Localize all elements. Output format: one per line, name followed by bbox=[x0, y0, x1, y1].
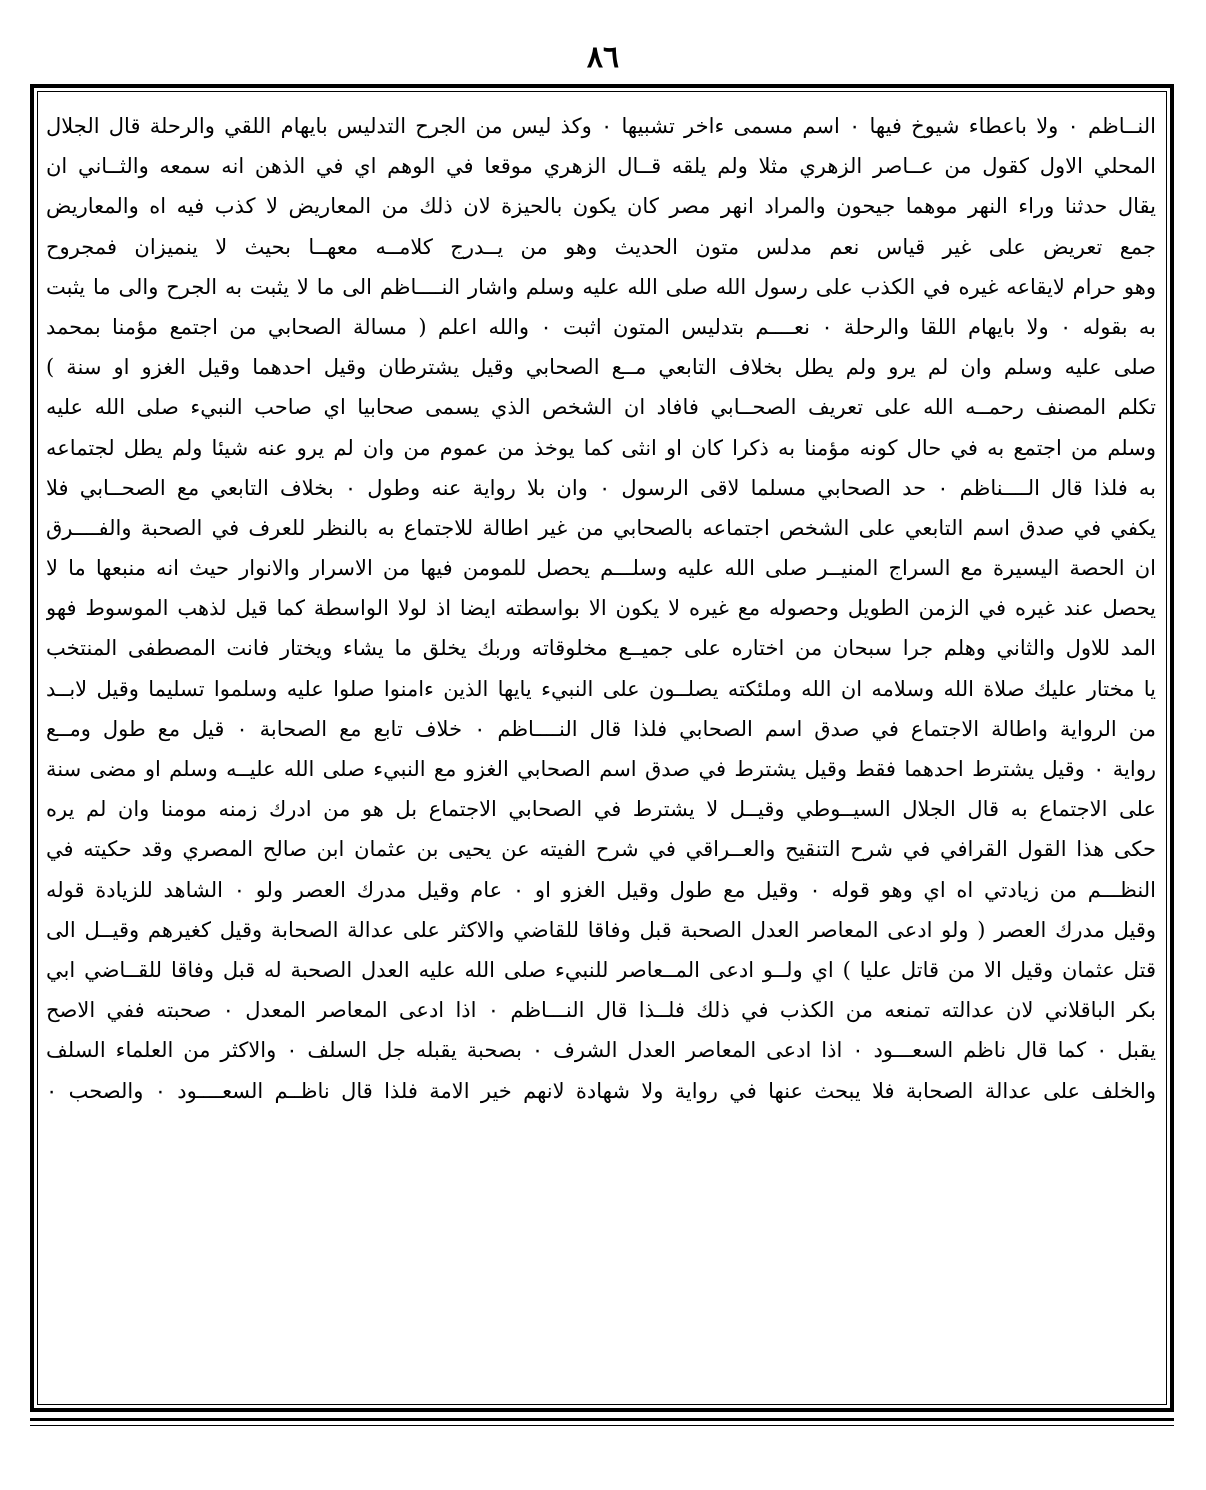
text-line: على الاجتماع به قال الجلال السيــوطي وقيــل لا يشترط في الصحابي الاجتماع بل هو من ادرك زمنه مومنا وان لم يره bbox=[46, 797, 1156, 822]
text-line: والخلف على عدالة الصحابة فلا يبحث عنها في رواية ولا شهادة لانهم خير الامة فلذا قال ناظــم السعــــود ٠ والصحب ٠ bbox=[46, 1078, 1156, 1103]
text-line: النــاظم ٠ ولا باعطاء شيوخ فيها ٠ اسم مسمى ءاخر تشبيها ٠ وكذ ليس من الجرح التدليس بايهام اللقي والرحلة قال الجلال bbox=[46, 114, 1156, 138]
text-line: به بقوله ٠ ولا بايهام اللقا والرحلة ٠ نعــــم بتدليس المتون اثبت ٠ والله اعلم ( مسالة الصحابي من اجتمع مؤمنا بمحمد bbox=[46, 314, 1156, 339]
text-line: يا مختار عليك صلاة الله وسلامه ان الله وملئكته يصلــون على النبيء يايها الذين ءامنوا صلوا عليه وسلموا تسليما وقيل لابــد bbox=[46, 676, 1156, 701]
text-line: رواية ٠ وقيل يشترط احدهما فقط وقيل يشترط في صدق اسم الصحابي الغزو مع النبيء صلى الله عليــه وسلم او مضى سنة bbox=[46, 757, 1156, 781]
page-number: ٨٦ bbox=[586, 40, 620, 75]
text-line: قتل عثمان وقيل الا من قاتل عليا ) اي ولــو ادعى المــعاصر للنبيء صلى الله عليه العدل الصحبة له قبل وفاقا للقــاضي ابي bbox=[46, 957, 1156, 982]
text-line: من الرواية واطالة الاجتماع في صدق اسم الصحابي فلذا قال النــــاظم ٠ خلاف تابع مع الصحابة ٠ قيل مع طول ومــع bbox=[46, 716, 1156, 741]
text-body bbox=[46, 106, 1156, 1111]
text-line: وهو حرام لايقاعه غيره في الكذب على رسول الله صلى الله عليه وسلم واشار النــــاظم الى ما لا يثبت به الجرح والى ما يثبت bbox=[46, 274, 1156, 299]
text-line: وقيل مدرك العصر ( ولو ادعى المعاصر العدل الصحبة قبل وفاقا للقاضي والاكثر على عدالة الصحابة وقيل كغيرهم وقيــل الى bbox=[46, 917, 1156, 942]
text-line: حكى هذا القول القرافي في شرح التنقيح والعــراقي في شرح الفيته عن يحيى بن عثمان ابن صالح المصري وقد حكيته في bbox=[46, 837, 1156, 862]
text-line: يقبل ٠ كما قال ناظم السعـــود ٠ اذا ادعى المعاصر العدل الشرف ٠ بصحبة يقبله جل السلف ٠ والاكثر من العلماء السلف bbox=[46, 1038, 1156, 1063]
text-line: به فلذا قال الــــناظم ٠ حد الصحابي مسلما لاقى الرسول ٠ وان بلا رواية عنه وطول ٠ بخلاف التابعي مع الصحــابي فلا bbox=[46, 475, 1156, 500]
text-line: يكفي في صدق اسم التابعي على الشخص اجتماعه بالصحابي من غير اطالة للاجتماع به بالنظر للعرف في الصحبة والفــــرق bbox=[46, 515, 1156, 540]
text-line: النظـــم من زيادتي اه اي وهو قوله ٠ وقيل مع طول وقيل الغزو او ٠ عام وقيل مدرك العصر ولو ٠ الشاهد للزيادة قوله bbox=[46, 877, 1156, 902]
text-line: يقال حدثنا وراء النهر موهما جيحون والمراد انهر مصر كان يكون بالحيزة لان ذلك من المعاريض لا كذب فيه اه والمعاريض bbox=[46, 194, 1156, 219]
bottom-rule bbox=[30, 1418, 1174, 1421]
text-line: بكر الباقلاني لان عدالته تمنعه من الكذب في ذلك فلــذا قال النـــاظم ٠ اذا ادعى المعاصر المعدل ٠ صحبته ففي الاصح bbox=[46, 998, 1156, 1023]
text-line: وسلم من اجتمع به في حال كونه مؤمنا به ذكرا كان او انثى كما يوخذ من عموم من وان لم يرو عنه شيئا ولم يطل لجتماعه bbox=[46, 435, 1156, 460]
text-line: يحصل عند غيره في الزمن الطويل وحصوله مع غيره لا يكون الا بواسطته ايضا اذ لولا الواسطة كما قيل لذهب الموسوط فهو bbox=[46, 596, 1156, 621]
bottom-rule-thin bbox=[30, 1425, 1174, 1426]
text-line: جمع تعريض على غير قياس نعم مدلس متون الحديث وهو من يــدرج كلامــه معهــا بحيث لا ينميزان فمجروح bbox=[46, 234, 1156, 259]
text-line: تكلم المصنف رحمــه الله على تعريف الصحــابي فافاد ان الشخص الذي يسمى صحابيا اي صاحب النبيء صلى الله عليه bbox=[46, 395, 1156, 420]
text-line: المحلي الاول كقول من عــاصر الزهري مثلا ولم يلقه قــال الزهري موقعا في الوهم اي في الذهن انه سمعه والثــاني ان bbox=[46, 154, 1156, 179]
text-line: صلى عليه وسلم وان لم يرو ولم يطل بخلاف التابعي مــع الصحابي وقيل يشترطان وقيل احدهما وقيل الغزو او سنة ) bbox=[46, 355, 1156, 380]
text-line: ان الحصة اليسيرة مع السراج المنيــر صلى الله عليه وسلـــم يحصل للمومن فيها من الاسرار والانوار حيث انه منبعها ما لا bbox=[46, 556, 1156, 581]
text-line: المد للاول والثاني وهلم جرا سبحان من اختاره على جميــع مخلوقاته وربك يخلق ما يشاء ويختار فانت المصطفى المنتخب bbox=[46, 636, 1156, 661]
